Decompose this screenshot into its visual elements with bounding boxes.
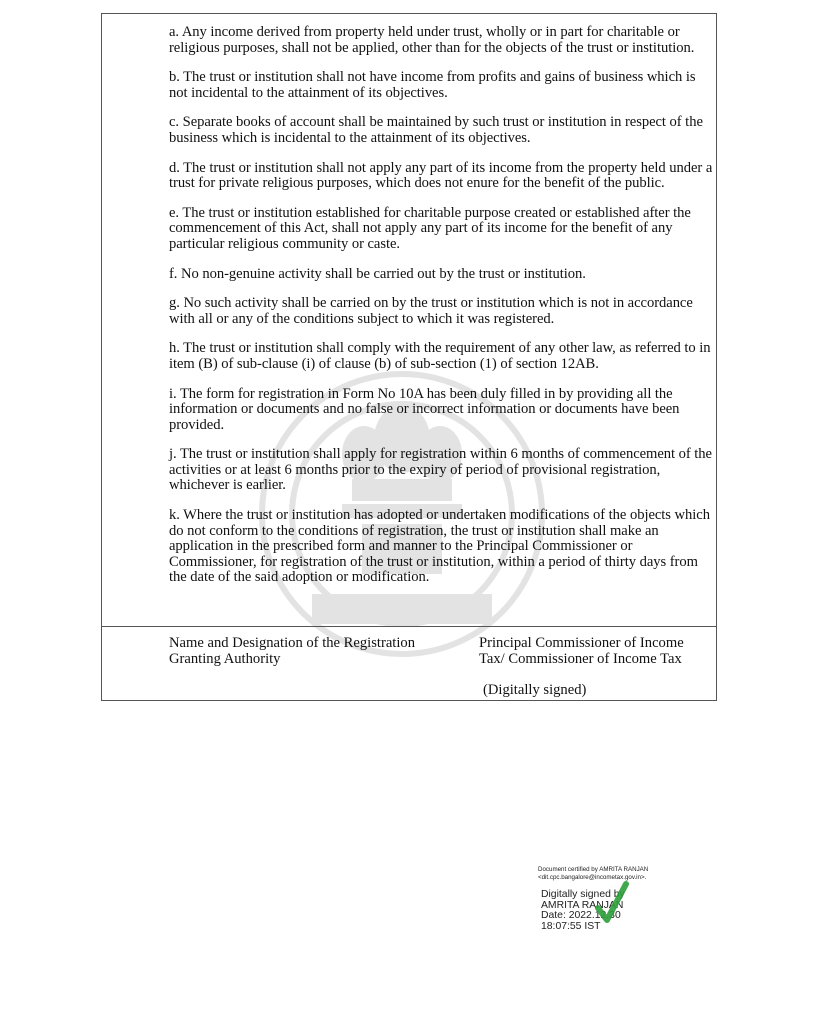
stamp-date: Date: 2022.12.30 <box>541 910 621 922</box>
authority-designation: Principal Commissioner of Income Tax/ Commissioner of Income Tax <box>479 635 684 667</box>
stamp-signed-line: Digitally signed by <box>541 889 625 900</box>
condition-item: i. The form for registration in Form No 10A has been duly filled in by providing all the information or documents and no false or incorrect information or documents have been provided. <box>169 385 680 433</box>
condition-item: b. The trust or institution shall not have income from profits and gains of business which is not incidental to the attainment of its objectives. <box>169 69 696 101</box>
digital-signature-stamp <box>538 866 678 938</box>
stamp-certified-line: Document certified by AMRITA RANJAN <box>538 866 649 873</box>
stamp-signer-name: AMRITA RANJAN <box>541 899 624 911</box>
condition-item: k. Where the trust or institution has adopted or undertaken modifications of the objects which do not conform to the conditions of registration, the trust or institution shall make an application in the prescribed form and manner to the Principal Commissioner or Commissioner, for registration of the trust or institution, within a period of thirty days from the date of the said adoption or modification. <box>169 507 710 586</box>
condition-item: g. No such activity shall be carried on by the trust or institution which is not in accordance with all or any of the conditions subject to which it was registered. <box>169 295 693 327</box>
digitally-signed-note: (Digitally signed) <box>483 682 587 698</box>
stamp-email-line: <dit.cpc.bangalore@incometax.gov.in>. <box>538 874 647 881</box>
condition-item: d. The trust or institution shall not apply any part of its income from the property held under a trust for private religious purposes, which does not enure for the benefit of the public. <box>169 159 713 192</box>
verified-check-icon <box>595 878 629 926</box>
condition-item: h. The trust or institution shall comply with the requirement of any other law, as referred to in item (B) of sub-clause (i) of clause (b) of sub-section (1) of section 12AB. <box>169 340 711 372</box>
condition-item: e. The trust or institution established for charitable purpose created or established after the commencement of this Act, shall not apply any part of its income for the benefit of any particular religious community or caste. <box>169 204 691 252</box>
condition-item: j. The trust or institution shall apply for registration within 6 months of commencement of the activities or at least 6 months prior to the expiry of period of provisional registration, whichever is earlier. <box>169 446 712 494</box>
document-box <box>101 13 717 701</box>
conditions-list <box>169 25 714 600</box>
condition-item: a. Any income derived from property held under trust, wholly or in part for charitable or religious purposes, shall not be applied, other than for the objects of the trust or institution. <box>169 24 695 56</box>
condition-item: c. Separate books of account shall be maintained by such trust or institution in respect of the business which is incidental to the attainment of its objectives. <box>169 114 703 146</box>
authority-label: Name and Designation of the Registration Granting Authority <box>169 635 416 667</box>
condition-item: f. No non-genuine activity shall be carried out by the trust or institution. <box>169 265 586 282</box>
signature-divider <box>102 626 716 627</box>
stamp-time: 18:07:55 IST <box>541 920 601 932</box>
